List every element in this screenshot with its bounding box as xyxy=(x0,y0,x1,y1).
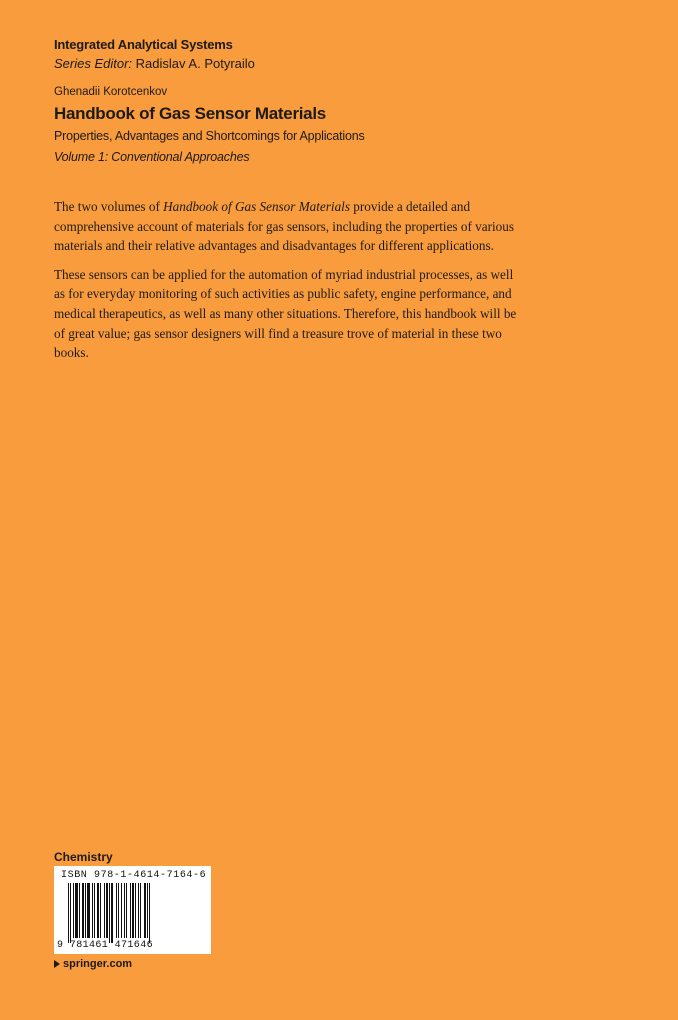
blurb-p1-start: The two volumes of xyxy=(54,199,164,214)
author-name: Ghenadii Korotcenkov xyxy=(54,86,168,98)
barcode-digits: 9 781461 471646 xyxy=(57,940,154,951)
blurb xyxy=(54,197,526,363)
isbn-number: ISBN 978-1-4614-7164-6 xyxy=(61,870,207,881)
publisher-website[interactable] xyxy=(54,958,132,970)
blurb-p1-end: provide a detailed and comprehensive account of materials for gas sensors, including the properties of various materials and their relative advantages and disadvantages for different applications. xyxy=(54,199,514,254)
book-subtitle: Properties, Advantages and Shortcomings for Applications xyxy=(54,129,365,143)
book-title: Handbook of Gas Sensor Materials xyxy=(54,104,326,123)
blurb-paragraph-2: These sensors can be applied for the automation of myriad industrial processes, as well as for everyday monitoring of such activities as public safety, engine performance, and medical therapeutics, as well as many other situations. Therefore, this handbook will be of great value; gas sensor designers will find a treasure trove of material in these two books. xyxy=(54,266,517,361)
series-editor-label: Series Editor: xyxy=(54,56,133,71)
website-label: springer.com xyxy=(63,958,133,970)
blurb-p1-book-title: Handbook of Gas Sensor Materials xyxy=(163,199,350,214)
volume-label: Volume 1: Conventional Approaches xyxy=(54,150,250,164)
series-editor xyxy=(54,56,255,71)
isbn-barcode xyxy=(54,866,211,954)
series-title: Integrated Analytical Systems xyxy=(54,37,233,52)
blurb-paragraph-1 xyxy=(54,197,526,256)
arrow-right-icon xyxy=(54,960,60,968)
series-editor-name: Radislav A. Potyrailo xyxy=(135,56,255,71)
category-label: Chemistry xyxy=(54,850,113,864)
